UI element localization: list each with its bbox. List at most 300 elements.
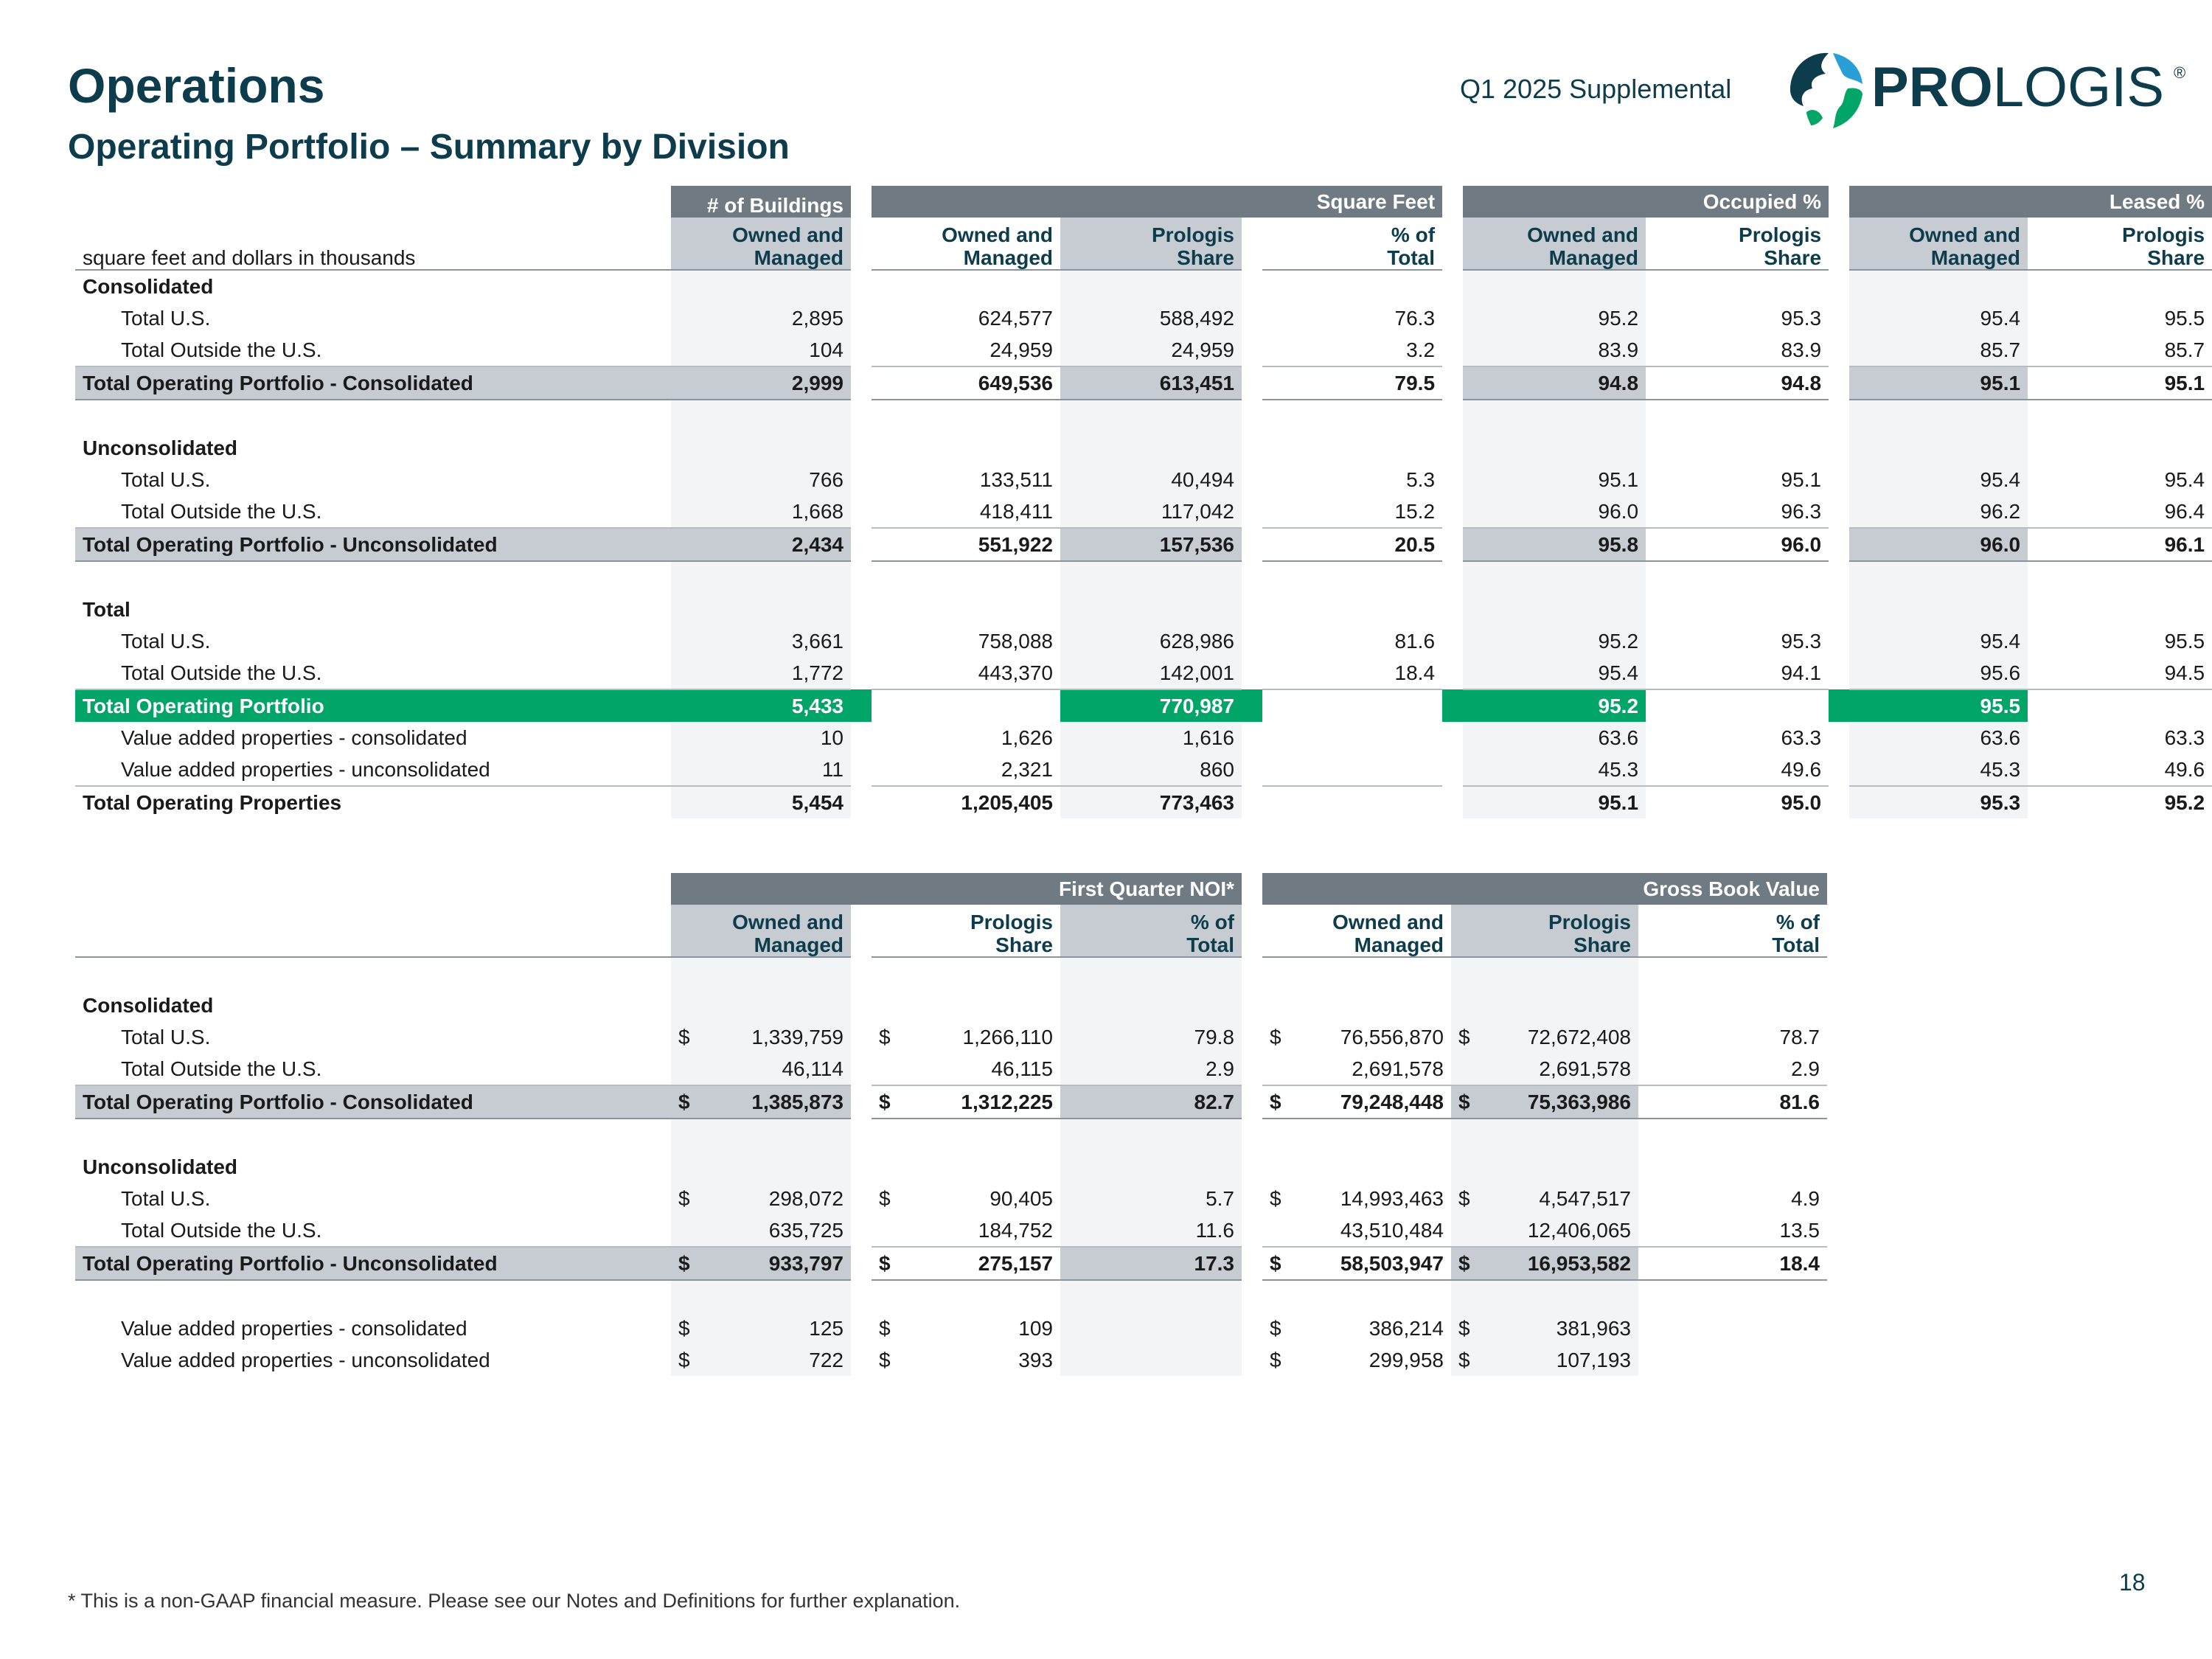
cell-value: 95.3 <box>1849 786 2028 818</box>
col-lease-share: Prologis Share <box>2028 218 2212 270</box>
cell-value <box>2028 561 2212 594</box>
logo-text-bold: PRO <box>1871 56 1993 119</box>
currency-symbol: $ <box>1270 1025 1281 1048</box>
cell-value <box>1262 432 1442 464</box>
cell-value <box>1060 594 1242 625</box>
cell-value: 63.3 <box>2028 722 2212 754</box>
prologis-logo <box>1777 46 2190 134</box>
cell-value <box>1262 400 1442 432</box>
cell-value-text: 722 <box>809 1348 844 1371</box>
col-gbv-owned: Owned and Managed <box>1262 905 1451 957</box>
cell-value <box>1262 1183 1451 1214</box>
cell-value: 95.1 <box>1849 366 2028 400</box>
cell-value <box>671 1247 851 1280</box>
cell-value <box>1451 1247 1638 1280</box>
currency-symbol: $ <box>1458 1025 1470 1048</box>
cell-value-text: 298,072 <box>768 1186 844 1210</box>
cell-value <box>1638 1053 1827 1085</box>
row-label: Total U.S. <box>121 629 211 653</box>
page-number: 18 <box>2119 1569 2146 1596</box>
cell-value <box>1849 594 2028 625</box>
cell-value <box>1638 990 1827 1021</box>
cell-value <box>872 400 1060 432</box>
cell-value: 157,536 <box>1060 528 1242 561</box>
row-label: Total Operating Portfolio - Unconsolidated <box>75 1247 671 1280</box>
cell-value <box>671 1085 851 1119</box>
currency-symbol: $ <box>1270 1251 1281 1275</box>
cell-value <box>671 594 851 625</box>
cell-value: 95.2 <box>1463 302 1646 334</box>
cell-value <box>671 1344 851 1376</box>
row-label: Total U.S. <box>121 1186 211 1210</box>
cell-value-text: 78.7 <box>1779 1025 1820 1048</box>
cell-value <box>2028 432 2212 464</box>
cell-value-text: 75,363,986 <box>1527 1090 1631 1113</box>
cell-value: 95.3 <box>2028 689 2212 722</box>
cell-value-text: 81.6 <box>1779 1090 1820 1113</box>
cell-value <box>1060 1214 1242 1247</box>
cell-value <box>1060 1183 1242 1214</box>
row-label <box>75 1119 671 1151</box>
cell-value: 96.3 <box>1646 495 1829 528</box>
cell-value: 96.0 <box>1849 528 2028 561</box>
cell-value <box>1060 1344 1242 1376</box>
cell-value <box>1451 1119 1638 1151</box>
row-label: Total Operating Portfolio <box>75 689 671 722</box>
row-label <box>75 561 671 594</box>
group-leased: Leased % <box>1849 186 2212 218</box>
cell-value <box>1638 1247 1827 1280</box>
noi-gbv-table <box>75 873 1827 1376</box>
cell-value <box>872 1151 1060 1183</box>
cell-value: 95.1 <box>2028 366 2212 400</box>
cell-value <box>872 432 1060 464</box>
cell-value <box>1638 1312 1827 1344</box>
table-row <box>75 990 1827 1021</box>
cell-value: 418,411 <box>872 495 1060 528</box>
cell-value-text: 125 <box>809 1316 844 1340</box>
cell-value: 15.2 <box>1262 495 1442 528</box>
cell-value: 95.1 <box>1646 689 1829 722</box>
currency-symbol: $ <box>1458 1186 1470 1210</box>
cell-value <box>671 400 851 432</box>
cell-value-text: 2.9 <box>1206 1057 1234 1080</box>
cell-value: 773,463 <box>1060 786 1242 818</box>
cell-value <box>671 561 851 594</box>
cell-value: 95.4 <box>1463 657 1646 689</box>
cell-value <box>1262 1344 1451 1376</box>
cell-value <box>1463 432 1646 464</box>
cell-value: 96.2 <box>1849 495 2028 528</box>
cell-value: 63.3 <box>1646 722 1829 754</box>
cell-value: 81.6 <box>1262 625 1442 657</box>
group-buildings: # of Buildings <box>671 186 851 218</box>
cell-value <box>1262 786 1442 818</box>
cell-value-text: 46,114 <box>782 1057 844 1080</box>
cell-value: 95.8 <box>1463 528 1646 561</box>
cell-value: 551,922 <box>872 528 1060 561</box>
cell-value <box>872 1247 1060 1280</box>
cell-value <box>1060 990 1242 1021</box>
cell-value: 3,661 <box>671 625 851 657</box>
cell-value-text: 13.5 <box>1779 1218 1820 1242</box>
table-row <box>75 366 2212 400</box>
row-label: Total Operating Portfolio - Consolidated <box>75 1085 671 1119</box>
cell-value <box>872 1214 1060 1247</box>
cell-value: 49.6 <box>2028 754 2212 786</box>
cell-value <box>2028 594 2212 625</box>
cell-value: 95.1 <box>1646 464 1829 495</box>
cell-value <box>1463 594 1646 625</box>
col-noi-share: Prologis Share <box>872 905 1060 957</box>
cell-value: 76.3 <box>1262 302 1442 334</box>
table-row <box>75 689 2212 722</box>
table-row <box>75 957 1827 990</box>
cell-value <box>1638 1021 1827 1053</box>
cell-value-text: 1,312,225 <box>961 1090 1053 1113</box>
cell-value <box>1262 1085 1451 1119</box>
cell-value <box>872 1312 1060 1344</box>
cell-value <box>1638 1183 1827 1214</box>
cell-value <box>671 1053 851 1085</box>
currency-symbol: $ <box>1458 1348 1470 1371</box>
cell-value <box>671 1021 851 1053</box>
cell-value <box>671 1312 851 1344</box>
cell-value <box>1451 1085 1638 1119</box>
cell-value <box>1262 722 1442 754</box>
cell-value-text: 2,691,578 <box>1352 1057 1444 1080</box>
cell-value <box>1060 1312 1242 1344</box>
cell-value-text: 72,672,408 <box>1527 1025 1631 1048</box>
page-subtitle: Operating Portfolio – Summary by Division <box>68 128 790 167</box>
cell-value: 142,001 <box>1060 657 1242 689</box>
cell-value <box>1451 1151 1638 1183</box>
row-label: Total Operating Portfolio - Unconsolidated <box>75 528 671 561</box>
cell-value-text: 58,503,947 <box>1340 1251 1444 1275</box>
cell-value: 95.2 <box>1463 625 1646 657</box>
cell-value: 1,205,405 <box>872 786 1060 818</box>
cell-value <box>1060 400 1242 432</box>
cell-value-text: 393 <box>1018 1348 1053 1371</box>
row-label: Total Operating Properties <box>83 790 342 814</box>
cell-value: 95.5 <box>2028 625 2212 657</box>
cell-value-text: 16,953,582 <box>1527 1251 1631 1275</box>
cell-value: 624,577 <box>872 302 1060 334</box>
cell-value <box>1463 561 1646 594</box>
currency-symbol: $ <box>678 1316 690 1340</box>
group-header-row <box>75 186 2212 218</box>
cell-value <box>872 957 1060 990</box>
cell-value <box>1646 270 1829 302</box>
cell-value-text: 386,214 <box>1368 1316 1444 1340</box>
cell-value: 860 <box>1060 754 1242 786</box>
cell-value <box>1060 1053 1242 1085</box>
col-sf-share: Prologis Share <box>1060 218 1242 270</box>
cell-value <box>1451 1344 1638 1376</box>
cell-value: 45.3 <box>1849 754 2028 786</box>
row-label <box>75 400 671 432</box>
cell-value: 94.8 <box>1646 366 1829 400</box>
cell-value: 2,999 <box>671 366 851 400</box>
cell-value: 40,494 <box>1060 464 1242 495</box>
row-label <box>75 1280 671 1312</box>
cell-value: 11 <box>671 754 851 786</box>
cell-value: 85.7 <box>2028 334 2212 366</box>
cell-value <box>671 1119 851 1151</box>
cell-value: 133,511 <box>872 464 1060 495</box>
cell-value-text: 17.3 <box>1194 1251 1234 1275</box>
page-title: Operations <box>68 58 325 113</box>
cell-value <box>1451 1021 1638 1053</box>
cell-value: 1,616 <box>1060 722 1242 754</box>
table-row <box>75 722 2212 754</box>
currency-symbol: $ <box>678 1348 690 1371</box>
table-row <box>75 1280 1827 1312</box>
cell-value: 443,370 <box>872 657 1060 689</box>
cell-value: 95.1 <box>1463 786 1646 818</box>
cell-value-text: 12,406,065 <box>1527 1218 1631 1242</box>
supplemental-label: Q1 2025 Supplemental <box>1460 74 1732 104</box>
cell-value <box>1638 1280 1827 1312</box>
cell-value-text: 1,339,759 <box>751 1025 844 1048</box>
group-gbv: Gross Book Value <box>1262 873 1827 905</box>
cell-value <box>1060 270 1242 302</box>
cell-value: 758,088 <box>872 625 1060 657</box>
col-noi-pct: % of Total <box>1060 905 1242 957</box>
row-label: Total Outside the U.S. <box>75 495 671 528</box>
cell-value: 1,201,458 <box>872 689 1060 722</box>
cell-value: 96.0 <box>1646 528 1829 561</box>
cell-value-text: 933,797 <box>768 1251 844 1275</box>
cell-value: 1,626 <box>872 722 1060 754</box>
cell-value: 95.0 <box>1646 786 1829 818</box>
row-label: Total Outside the U.S. <box>75 334 671 366</box>
cell-value <box>872 1344 1060 1376</box>
column-header-row-2 <box>75 905 1827 957</box>
cell-value <box>671 1183 851 1214</box>
currency-symbol: $ <box>1270 1316 1281 1340</box>
cell-value <box>1638 1214 1827 1247</box>
row-label: Total Outside the U.S. <box>75 1053 671 1085</box>
cell-value <box>1849 270 2028 302</box>
cell-value <box>872 1280 1060 1312</box>
row-label: Total Outside the U.S. <box>75 1214 671 1247</box>
cell-value-text: 2.9 <box>1791 1057 1820 1080</box>
table-row <box>75 1214 1827 1247</box>
cell-value <box>1451 990 1638 1021</box>
cell-value: 20.5 <box>1262 528 1442 561</box>
currency-symbol: $ <box>879 1316 891 1340</box>
cell-value <box>671 1151 851 1183</box>
cell-value <box>1451 1312 1638 1344</box>
currency-symbol: $ <box>1458 1251 1470 1275</box>
cell-value-text: 299,958 <box>1368 1348 1444 1371</box>
cell-value <box>1060 1247 1242 1280</box>
cell-value-text: 4.9 <box>1791 1186 1820 1210</box>
cell-value <box>1262 1280 1451 1312</box>
cell-value: 1,772 <box>671 657 851 689</box>
table-row <box>75 561 2212 594</box>
cell-value-text: 46,115 <box>991 1057 1053 1080</box>
cell-value <box>872 1085 1060 1119</box>
cell-value-text: 43,510,484 <box>1340 1218 1444 1242</box>
currency-symbol: $ <box>678 1025 690 1048</box>
table-row <box>75 528 2212 561</box>
cell-value <box>872 1183 1060 1214</box>
table-row <box>75 270 2212 302</box>
row-label: Unconsolidated <box>83 436 238 459</box>
cell-value <box>1060 432 1242 464</box>
cell-value: 104 <box>671 334 851 366</box>
table-row <box>75 432 2212 464</box>
row-label: Value added properties - consolidated <box>121 726 467 749</box>
cell-value <box>671 432 851 464</box>
row-label <box>75 957 671 990</box>
cell-value: 96.1 <box>2028 528 2212 561</box>
cell-value <box>1262 1151 1451 1183</box>
table-row <box>75 302 2212 334</box>
cell-value-text: 90,405 <box>990 1186 1053 1210</box>
row-label: Consolidated <box>83 993 214 1017</box>
group-occupied: Occupied % <box>1463 186 1829 218</box>
currency-symbol: $ <box>678 1251 690 1275</box>
currency-symbol: $ <box>1458 1316 1470 1340</box>
cell-value <box>1262 1053 1451 1085</box>
cell-value <box>1646 561 1829 594</box>
cell-value: 95.4 <box>1849 625 2028 657</box>
registered-mark: ® <box>2174 63 2186 82</box>
col-gbv-share: Prologis Share <box>1451 905 1638 957</box>
cell-value: 95.2 <box>1463 689 1646 722</box>
cell-value-text: 184,752 <box>978 1218 1053 1242</box>
cell-value: 10 <box>671 722 851 754</box>
cell-value: 95.2 <box>2028 786 2212 818</box>
cell-value <box>671 270 851 302</box>
cell-value <box>872 1053 1060 1085</box>
table-row <box>75 464 2212 495</box>
row-label: Total U.S. <box>121 467 211 491</box>
table-row <box>75 657 2212 689</box>
cell-value <box>1060 957 1242 990</box>
cell-value: 2,895 <box>671 302 851 334</box>
cell-value: 63.6 <box>1463 722 1646 754</box>
col-sf-owned: Owned and Managed <box>872 218 1060 270</box>
cell-value <box>1060 1119 1242 1151</box>
svg-text:PROLOGIS <box>1871 56 2164 119</box>
cell-value-text: 107,193 <box>1556 1348 1631 1371</box>
cell-value <box>1463 270 1646 302</box>
cell-value: 588,492 <box>1060 302 1242 334</box>
table-row <box>75 625 2212 657</box>
row-label: Unconsolidated <box>83 1155 238 1178</box>
col-lease-owned: Owned and Managed <box>1849 218 2028 270</box>
cell-value <box>1849 561 2028 594</box>
cell-value: 3.2 <box>1262 334 1442 366</box>
cell-value <box>671 1214 851 1247</box>
cell-value-text: 14,993,463 <box>1340 1186 1444 1210</box>
cell-value <box>1638 1119 1827 1151</box>
table-row <box>75 1053 1827 1085</box>
cell-value <box>2028 270 2212 302</box>
currency-symbol: $ <box>1270 1186 1281 1210</box>
cell-value <box>1262 270 1442 302</box>
cell-value <box>872 594 1060 625</box>
cell-value-text: 381,963 <box>1556 1316 1631 1340</box>
cell-value: 95.4 <box>1849 302 2028 334</box>
cell-value: 94.8 <box>1463 366 1646 400</box>
cell-value: 628,986 <box>1060 625 1242 657</box>
table-row <box>75 1085 1827 1119</box>
cell-value <box>1849 432 2028 464</box>
cell-value <box>1262 1247 1451 1280</box>
cell-value <box>1463 400 1646 432</box>
currency-symbol: $ <box>879 1186 891 1210</box>
row-label: Total U.S. <box>121 1025 211 1048</box>
cell-value: 5,433 <box>671 689 851 722</box>
cell-value <box>1060 1021 1242 1053</box>
cell-value <box>1849 400 2028 432</box>
cell-value <box>1646 594 1829 625</box>
cell-value <box>1451 1053 1638 1085</box>
cell-value: 94.1 <box>1646 657 1829 689</box>
cell-value: 85.7 <box>1849 334 2028 366</box>
units-note: square feet and dollars in thousands <box>75 218 671 270</box>
table-row <box>75 1344 1827 1376</box>
cell-value: 94.5 <box>2028 657 2212 689</box>
cell-value <box>1262 561 1442 594</box>
cell-value <box>872 1021 1060 1053</box>
globe-icon <box>1790 53 1863 128</box>
row-label: Total U.S. <box>121 306 211 330</box>
cell-value <box>1638 1085 1827 1119</box>
row-label: Consolidated <box>83 274 214 298</box>
cell-value <box>1060 1085 1242 1119</box>
col-bldg-owned: Owned and Managed <box>671 218 851 270</box>
table-row <box>75 1021 1827 1053</box>
cell-value: 613,451 <box>1060 366 1242 400</box>
table-row <box>75 754 2212 786</box>
cell-value: 18.4 <box>1262 657 1442 689</box>
col-occ-owned: Owned and Managed <box>1463 218 1646 270</box>
cell-value: 83.9 <box>1646 334 1829 366</box>
cell-value <box>872 270 1060 302</box>
cell-value <box>671 957 851 990</box>
cell-value: 24,959 <box>1060 334 1242 366</box>
cell-value <box>1451 957 1638 990</box>
cell-value: 95.4 <box>2028 464 2212 495</box>
cell-value <box>1262 594 1442 625</box>
cell-value: 5.3 <box>1262 464 1442 495</box>
currency-symbol: $ <box>879 1090 891 1113</box>
cell-value <box>1451 1183 1638 1214</box>
cell-value <box>1262 1214 1451 1247</box>
cell-value <box>1262 1119 1451 1151</box>
table-row <box>75 334 2212 366</box>
cell-value-text: 109 <box>1018 1316 1053 1340</box>
table-row <box>75 1312 1827 1344</box>
footnote: * This is a non-GAAP financial measure. Please see our Notes and Definitions for further explanation. <box>68 1590 961 1612</box>
cell-value <box>1451 1214 1638 1247</box>
cell-value: 45.3 <box>1463 754 1646 786</box>
cell-value: 95.6 <box>1849 657 2028 689</box>
cell-value <box>872 561 1060 594</box>
cell-value <box>1262 1312 1451 1344</box>
cell-value: 95.3 <box>1646 302 1829 334</box>
cell-value <box>872 1119 1060 1151</box>
cell-value: 95.4 <box>1849 464 2028 495</box>
cell-value: 1,668 <box>671 495 851 528</box>
currency-symbol: $ <box>879 1251 891 1275</box>
